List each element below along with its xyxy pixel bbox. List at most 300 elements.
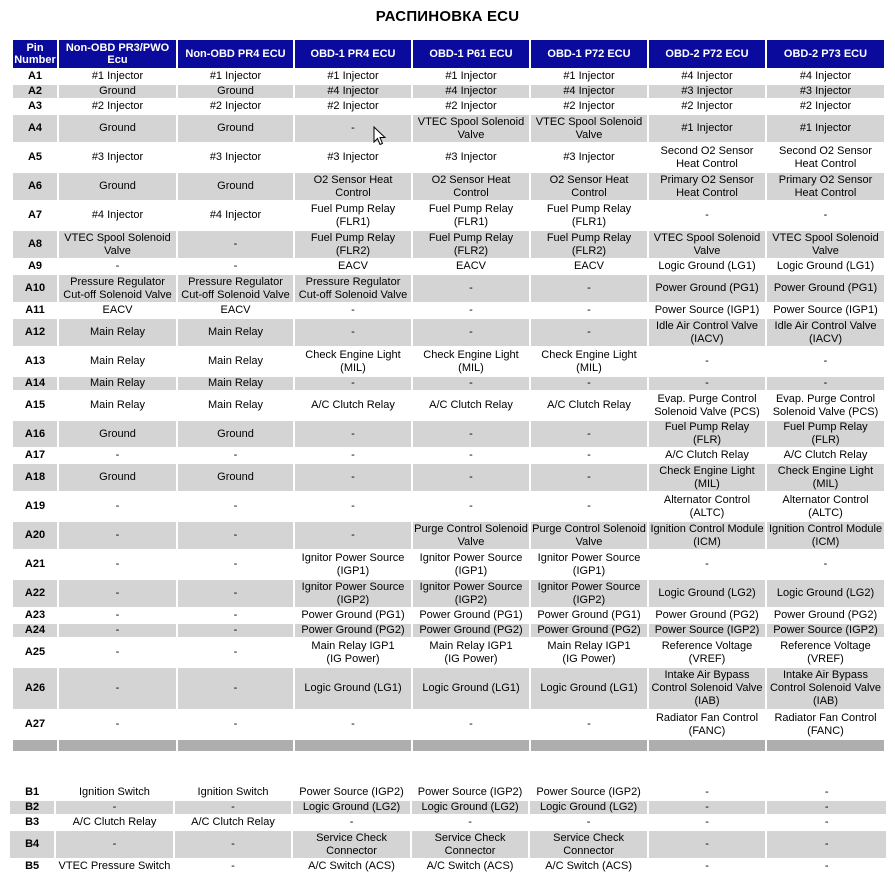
pin-function-cell: Alternator Control (ALTC) [649, 493, 765, 522]
pin-function-cell: Ignitor Power Source (IGP1) [295, 551, 411, 580]
pin-function-cell: #2 Injector [649, 100, 765, 115]
table-row [10, 801, 886, 816]
pin-function-cell: VTEC Spool Solenoid Valve [413, 115, 529, 144]
pin-function-cell: Service Check Connector [293, 831, 410, 860]
pin-function-cell: - [767, 202, 884, 231]
pin-number-cell: A18 [13, 464, 57, 493]
pin-number-cell: A27 [13, 711, 57, 740]
pin-function-cell: Fuel Pump Relay (FLR1) [295, 202, 411, 231]
pin-function-cell: - [295, 304, 411, 319]
pin-function-cell: EACV [531, 260, 647, 275]
separator-cell [13, 740, 57, 753]
pin-number-cell: A25 [13, 639, 57, 668]
pin-function-cell: VTEC Spool Solenoid Valve [59, 231, 176, 260]
pin-function-cell: Logic Ground (LG1) [767, 260, 884, 275]
pin-function-cell: #4 Injector [649, 70, 765, 85]
separator-cell [178, 740, 293, 753]
pin-function-cell: - [175, 801, 292, 816]
pin-function-cell: A/C Clutch Relay [531, 392, 647, 421]
pin-function-cell: #3 Injector [767, 85, 884, 100]
pin-function-cell: #4 Injector [767, 70, 884, 85]
pin-function-cell: Primary O2 Sensor Heat Control [649, 173, 765, 202]
pinout-table-b [8, 786, 888, 875]
pin-function-cell: O2 Sensor Heat Control [531, 173, 647, 202]
table-row [13, 392, 884, 421]
pin-number-cell: A15 [13, 392, 57, 421]
pin-function-cell: Pressure Regulator Cut-off Solenoid Valve [178, 275, 293, 304]
pin-function-cell: - [531, 377, 647, 392]
pin-function-cell: Logic Ground (LG2) [767, 580, 884, 609]
pin-function-cell: - [649, 801, 766, 816]
pin-function-cell: - [767, 831, 886, 860]
separator-cell [413, 740, 529, 753]
pin-function-cell: Fuel Pump Relay (FLR) [649, 421, 765, 449]
pin-function-cell: #2 Injector [295, 100, 411, 115]
pin-function-cell: VTEC Spool Solenoid Valve [767, 231, 884, 260]
pin-function-cell: - [59, 580, 176, 609]
separator-cell [531, 740, 647, 753]
table-row [13, 100, 884, 115]
pin-number-cell: A5 [13, 144, 57, 173]
pin-function-cell: Ignitor Power Source (IGP2) [531, 580, 647, 609]
table-row [13, 668, 884, 711]
pin-function-cell: - [295, 522, 411, 551]
pin-function-cell: - [767, 801, 886, 816]
pin-function-cell: Main Relay [178, 392, 293, 421]
pin-function-cell: Fuel Pump Relay (FLR2) [531, 231, 647, 260]
pin-function-cell: Power Source (IGP1) [649, 304, 765, 319]
pin-function-cell: - [767, 377, 884, 392]
pin-number-cell: B2 [10, 801, 54, 816]
pin-function-cell: A/C Clutch Relay [175, 816, 292, 831]
pin-function-cell: Logic Ground (LG2) [293, 801, 410, 816]
pin-function-cell: - [649, 551, 765, 580]
pin-function-cell: Check Engine Light (MIL) [413, 348, 529, 377]
pin-function-cell: Main Relay [178, 319, 293, 348]
pin-function-cell: Power Ground (PG1) [295, 609, 411, 624]
table-row [13, 464, 884, 493]
pin-number-cell: A20 [13, 522, 57, 551]
pin-function-cell: O2 Sensor Heat Control [413, 173, 529, 202]
table-row [13, 522, 884, 551]
pin-function-cell: - [649, 786, 766, 801]
pin-function-cell: Logic Ground (LG2) [412, 801, 529, 816]
pin-function-cell: #4 Injector [295, 85, 411, 100]
pin-function-cell: Ground [178, 173, 293, 202]
separator-cell [767, 740, 884, 753]
table-row [13, 173, 884, 202]
pin-number-cell: A2 [13, 85, 57, 100]
pin-number-cell: A8 [13, 231, 57, 260]
pin-function-cell: - [413, 319, 529, 348]
pin-number-cell: A10 [13, 275, 57, 304]
pin-function-cell: - [530, 816, 647, 831]
pin-number-cell: A11 [13, 304, 57, 319]
pin-function-cell: Check Engine Light (MIL) [295, 348, 411, 377]
pin-function-cell: A/C Clutch Relay [295, 392, 411, 421]
pin-function-cell: Reference Voltage (VREF) [767, 639, 884, 668]
pin-function-cell: #1 Injector [767, 115, 884, 144]
pinout-table-a [11, 40, 886, 753]
pin-function-cell: - [178, 522, 293, 551]
pin-function-cell: Ignitor Power Source (IGP1) [413, 551, 529, 580]
header-obd1-p61: OBD-1 P61 ECU [413, 40, 529, 70]
pin-function-cell: #1 Injector [59, 70, 176, 85]
separator-cell [295, 740, 411, 753]
pin-function-cell: Idle Air Control Valve (IACV) [649, 319, 765, 348]
header-obd1-pr4: OBD-1 PR4 ECU [295, 40, 411, 70]
pin-function-cell: - [178, 260, 293, 275]
pin-function-cell: - [59, 711, 176, 740]
table-row [13, 304, 884, 319]
pin-function-cell: Power Ground (PG2) [649, 609, 765, 624]
pin-function-cell: Power Source (IGP2) [649, 624, 765, 639]
pin-function-cell: - [295, 711, 411, 740]
pin-function-cell: - [531, 319, 647, 348]
pin-function-cell: - [175, 860, 292, 875]
pin-function-cell: - [767, 786, 886, 801]
pin-function-cell: Ignitor Power Source (IGP1) [531, 551, 647, 580]
table-row [13, 85, 884, 100]
pin-number-cell: B4 [10, 831, 54, 860]
pin-number-cell: B3 [10, 816, 54, 831]
table-header-row [13, 40, 884, 70]
pin-function-cell: - [531, 464, 647, 493]
pin-function-cell: Main Relay [178, 348, 293, 377]
pin-function-cell: Second O2 Sensor Heat Control [767, 144, 884, 173]
pin-function-cell: Fuel Pump Relay (FLR1) [413, 202, 529, 231]
pin-function-cell: Evap. Purge Control Solenoid Valve (PCS) [649, 392, 765, 421]
pin-function-cell: Main Relay [59, 348, 176, 377]
table-row [13, 639, 884, 668]
page-title: РАСПИНОВКА ECU [375, 8, 520, 25]
table-row [13, 231, 884, 260]
pin-function-cell: Ground [178, 115, 293, 144]
pin-function-cell: Power Ground (PG2) [295, 624, 411, 639]
pin-function-cell: Ground [178, 464, 293, 493]
pin-function-cell: Service Check Connector [412, 831, 529, 860]
pin-function-cell: Logic Ground (LG1) [413, 668, 529, 711]
pin-function-cell: #3 Injector [413, 144, 529, 173]
pin-function-cell: EACV [413, 260, 529, 275]
pin-function-cell: A/C Switch (ACS) [293, 860, 410, 875]
pin-function-cell: Ground [178, 85, 293, 100]
pin-function-cell: Power Source (IGP2) [293, 786, 410, 801]
pin-function-cell: A/C Clutch Relay [56, 816, 173, 831]
header-non-obd-pr4: Non-OBD PR4 ECU [178, 40, 293, 70]
pin-function-cell: #4 Injector [531, 85, 647, 100]
pin-number-cell: A23 [13, 609, 57, 624]
pin-function-cell: A/C Switch (ACS) [412, 860, 529, 875]
pin-function-cell: - [413, 493, 529, 522]
table-row [10, 860, 886, 875]
pin-function-cell: Check Engine Light (MIL) [767, 464, 884, 493]
pin-function-cell: - [649, 831, 766, 860]
pin-function-cell: - [649, 377, 765, 392]
pin-function-cell: - [59, 449, 176, 464]
table-row [13, 144, 884, 173]
pin-function-cell: Logic Ground (LG2) [530, 801, 647, 816]
pin-function-cell: - [649, 202, 765, 231]
pin-function-cell: Power Source (IGP2) [767, 624, 884, 639]
pin-function-cell: Main Relay [178, 377, 293, 392]
pin-function-cell: Ignition Control Module (ICM) [767, 522, 884, 551]
pin-number-cell: A26 [13, 668, 57, 711]
table-row [13, 70, 884, 85]
pin-function-cell: Fuel Pump Relay (FLR1) [531, 202, 647, 231]
pin-number-cell: A17 [13, 449, 57, 464]
pin-function-cell: #1 Injector [413, 70, 529, 85]
pin-function-cell: Purge Control Solenoid Valve [413, 522, 529, 551]
table-row [13, 580, 884, 609]
pin-function-cell: Main Relay [59, 392, 176, 421]
pin-function-cell: - [293, 816, 410, 831]
pin-function-cell: - [178, 609, 293, 624]
pin-function-cell: - [531, 304, 647, 319]
pin-function-cell: Ignition Control Module (ICM) [649, 522, 765, 551]
pin-function-cell: Ground [59, 85, 176, 100]
table-row [13, 377, 884, 392]
pin-function-cell: Second O2 Sensor Heat Control [649, 144, 765, 173]
pin-function-cell: #4 Injector [178, 202, 293, 231]
table-separator-row [13, 740, 884, 753]
table-row [10, 786, 886, 801]
pin-function-cell: Power Source (IGP1) [767, 304, 884, 319]
pin-function-cell: Ignition Switch [56, 786, 173, 801]
pin-number-cell: A12 [13, 319, 57, 348]
pin-function-cell: A/C Clutch Relay [413, 392, 529, 421]
pin-function-cell: Ground [59, 173, 176, 202]
pin-function-cell: - [531, 275, 647, 304]
pin-function-cell: - [175, 831, 292, 860]
pin-function-cell: Power Ground (PG2) [531, 624, 647, 639]
pin-function-cell: Pressure Regulator Cut-off Solenoid Valve [295, 275, 411, 304]
pin-number-cell: A13 [13, 348, 57, 377]
pin-function-cell: Logic Ground (LG1) [649, 260, 765, 275]
pin-function-cell: EACV [295, 260, 411, 275]
pin-function-cell: Intake Air Bypass Control Solenoid Valve (IAB) [649, 668, 765, 711]
pin-function-cell: Logic Ground (LG2) [649, 580, 765, 609]
table-row [13, 115, 884, 144]
pin-function-cell: Service Check Connector [530, 831, 647, 860]
pin-function-cell: #1 Injector [531, 70, 647, 85]
pin-function-cell: - [178, 551, 293, 580]
pin-number-cell: A21 [13, 551, 57, 580]
pin-number-cell: A7 [13, 202, 57, 231]
pin-function-cell: - [178, 668, 293, 711]
pin-function-cell: A/C Switch (ACS) [530, 860, 647, 875]
pin-function-cell: - [413, 275, 529, 304]
pin-function-cell: Fuel Pump Relay (FLR2) [413, 231, 529, 260]
pin-function-cell: #3 Injector [59, 144, 176, 173]
pin-function-cell: - [295, 421, 411, 449]
pin-number-cell: A1 [13, 70, 57, 85]
pin-number-cell: B5 [10, 860, 54, 875]
pin-function-cell: Fuel Pump Relay (FLR2) [295, 231, 411, 260]
pin-function-cell: - [295, 377, 411, 392]
pin-function-cell: Main Relay [59, 377, 176, 392]
pin-function-cell: - [767, 860, 886, 875]
pin-function-cell: - [413, 464, 529, 493]
pin-function-cell: - [59, 609, 176, 624]
pin-function-cell: Power Ground (PG1) [413, 609, 529, 624]
pin-function-cell: - [413, 377, 529, 392]
table-row [13, 260, 884, 275]
pin-function-cell: - [649, 860, 766, 875]
pin-function-cell: - [178, 449, 293, 464]
pin-function-cell: - [59, 668, 176, 711]
pin-number-cell: A24 [13, 624, 57, 639]
pin-function-cell: - [295, 115, 411, 144]
pin-function-cell: Idle Air Control Valve (IACV) [767, 319, 884, 348]
pin-function-cell: - [649, 816, 766, 831]
pin-function-cell: Main Relay [59, 319, 176, 348]
pin-function-cell: - [649, 348, 765, 377]
pin-function-cell: - [531, 711, 647, 740]
pin-function-cell: - [295, 493, 411, 522]
pin-function-cell: Evap. Purge Control Solenoid Valve (PCS) [767, 392, 884, 421]
pin-function-cell: Check Engine Light (MIL) [649, 464, 765, 493]
pin-function-cell: Reference Voltage (VREF) [649, 639, 765, 668]
pin-function-cell: - [178, 231, 293, 260]
pin-function-cell: - [59, 260, 176, 275]
pin-function-cell: Logic Ground (LG1) [295, 668, 411, 711]
mouse-cursor-icon [373, 126, 387, 146]
pin-function-cell: A/C Clutch Relay [767, 449, 884, 464]
pin-function-cell: Ground [59, 421, 176, 449]
pin-function-cell: A/C Clutch Relay [649, 449, 765, 464]
pin-function-cell: - [767, 551, 884, 580]
table-row [10, 816, 886, 831]
pin-number-cell: A6 [13, 173, 57, 202]
pin-function-cell: Ground [178, 421, 293, 449]
pin-function-cell: VTEC Pressure Switch [56, 860, 173, 875]
pin-function-cell: Ignitor Power Source (IGP2) [295, 580, 411, 609]
pin-number-cell: A16 [13, 421, 57, 449]
pin-function-cell: #1 Injector [649, 115, 765, 144]
table-row [13, 275, 884, 304]
pin-function-cell: Power Ground (PG1) [649, 275, 765, 304]
pin-function-cell: - [59, 639, 176, 668]
header-obd1-p72: OBD-1 P72 ECU [531, 40, 647, 70]
pin-function-cell: #3 Injector [531, 144, 647, 173]
pin-function-cell: Ground [59, 115, 176, 144]
pin-function-cell: - [178, 624, 293, 639]
pin-function-cell: - [413, 711, 529, 740]
pin-function-cell: #2 Injector [59, 100, 176, 115]
pin-function-cell: - [178, 639, 293, 668]
pin-function-cell: EACV [178, 304, 293, 319]
pin-number-cell: A22 [13, 580, 57, 609]
pin-function-cell: #2 Injector [413, 100, 529, 115]
pin-function-cell: - [413, 421, 529, 449]
pin-function-cell: #1 Injector [178, 70, 293, 85]
header-pin-number: Pin Number [13, 40, 57, 70]
pin-function-cell: #3 Injector [295, 144, 411, 173]
pin-function-cell: VTEC Spool Solenoid Valve [531, 115, 647, 144]
pin-function-cell: - [531, 493, 647, 522]
pin-function-cell: Main Relay IGP1 (IG Power) [295, 639, 411, 668]
pin-function-cell: #2 Injector [767, 100, 884, 115]
pin-number-cell: A19 [13, 493, 57, 522]
pin-number-cell: A9 [13, 260, 57, 275]
pin-function-cell: Check Engine Light (MIL) [531, 348, 647, 377]
table-row [13, 493, 884, 522]
pin-function-cell: #3 Injector [178, 144, 293, 173]
pin-number-cell: B1 [10, 786, 54, 801]
table-row [13, 624, 884, 639]
pin-function-cell: - [412, 816, 529, 831]
pin-function-cell: - [295, 449, 411, 464]
pin-function-cell: - [59, 551, 176, 580]
pin-function-cell: - [178, 711, 293, 740]
pin-function-cell: Radiator Fan Control (FANC) [649, 711, 765, 740]
pin-function-cell: - [295, 319, 411, 348]
pin-function-cell: Power Ground (PG1) [531, 609, 647, 624]
pin-function-cell: #4 Injector [59, 202, 176, 231]
pin-function-cell: Radiator Fan Control (FANC) [767, 711, 884, 740]
pin-function-cell: VTEC Spool Solenoid Valve [649, 231, 765, 260]
pin-function-cell: - [531, 449, 647, 464]
table-row [13, 421, 884, 449]
pin-number-cell: A14 [13, 377, 57, 392]
pin-function-cell: - [178, 493, 293, 522]
pin-function-cell: Power Ground (PG1) [767, 275, 884, 304]
table-row [13, 711, 884, 740]
pin-function-cell: Logic Ground (LG1) [531, 668, 647, 711]
pin-function-cell: - [767, 816, 886, 831]
pin-function-cell: - [178, 580, 293, 609]
table-row [13, 609, 884, 624]
pin-function-cell: #4 Injector [413, 85, 529, 100]
pin-function-cell: Power Ground (PG2) [767, 609, 884, 624]
pin-function-cell: Primary O2 Sensor Heat Control [767, 173, 884, 202]
pin-function-cell: Alternator Control (ALTC) [767, 493, 884, 522]
pin-function-cell: EACV [59, 304, 176, 319]
pin-function-cell: Purge Control Solenoid Valve [531, 522, 647, 551]
pin-number-cell: A3 [13, 100, 57, 115]
pin-function-cell: - [59, 522, 176, 551]
pin-function-cell: Power Ground (PG2) [413, 624, 529, 639]
pin-function-cell: Main Relay IGP1 (IG Power) [531, 639, 647, 668]
pin-function-cell: Fuel Pump Relay (FLR) [767, 421, 884, 449]
pin-function-cell: - [767, 348, 884, 377]
pin-function-cell: - [59, 493, 176, 522]
separator-cell [649, 740, 765, 753]
pin-function-cell: Power Source (IGP2) [412, 786, 529, 801]
pin-function-cell: Ground [59, 464, 176, 493]
pin-function-cell: #3 Injector [649, 85, 765, 100]
header-obd2-p73: OBD-2 P73 ECU [767, 40, 884, 70]
table-row [10, 831, 886, 860]
pin-function-cell: Ignitor Power Source (IGP2) [413, 580, 529, 609]
table-row [13, 348, 884, 377]
header-non-obd-pr3: Non-OBD PR3/PWO Ecu [59, 40, 176, 70]
pin-function-cell: O2 Sensor Heat Control [295, 173, 411, 202]
pin-function-cell: #2 Injector [178, 100, 293, 115]
pin-function-cell: - [295, 464, 411, 493]
table-row [13, 202, 884, 231]
pin-function-cell: Pressure Regulator Cut-off Solenoid Valve [59, 275, 176, 304]
table-row [13, 319, 884, 348]
pin-function-cell: #1 Injector [295, 70, 411, 85]
pin-function-cell: Intake Air Bypass Control Solenoid Valve (IAB) [767, 668, 884, 711]
pin-function-cell: Power Source (IGP2) [530, 786, 647, 801]
pin-function-cell: - [56, 801, 173, 816]
separator-cell [59, 740, 176, 753]
pin-function-cell: #2 Injector [531, 100, 647, 115]
pin-function-cell: Ignition Switch [175, 786, 292, 801]
